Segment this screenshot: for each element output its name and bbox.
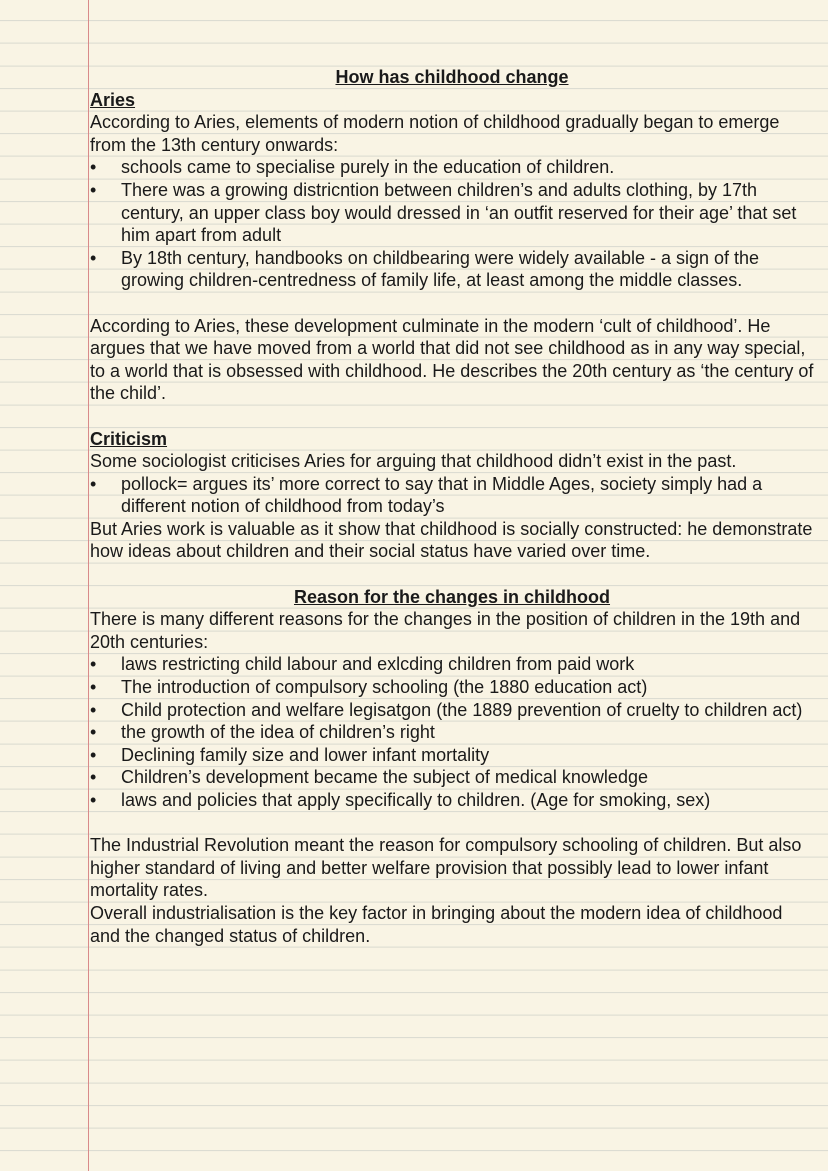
reasons-bullets bbox=[90, 653, 814, 811]
list-item bbox=[90, 699, 814, 722]
bullet-icon: • bbox=[90, 179, 97, 200]
list-item-text: The introduction of compulsory schooling (the 1880 education act) bbox=[121, 677, 648, 698]
list-item bbox=[90, 744, 814, 767]
list-item bbox=[90, 721, 814, 744]
bullet-icon: • bbox=[90, 699, 97, 720]
reasons-intro: There is many different reasons for the changes in the position of children in the 19th and 20th centuries: bbox=[90, 609, 801, 652]
section-heading-aries: Aries bbox=[90, 89, 136, 110]
reasons-paragraph-2: Overall industrialisation is the key factor in bringing about the modern idea of childhood and the changed status of children. bbox=[90, 902, 783, 946]
aries-intro: According to Aries, elements of modern notion of childhood gradually began to emerge from the 13th century onwards: bbox=[90, 112, 780, 155]
bullet-icon: • bbox=[90, 677, 97, 698]
bullet-icon: • bbox=[90, 157, 97, 178]
list-item bbox=[90, 789, 814, 812]
page-title: How has childhood change bbox=[335, 67, 569, 87]
margin-line bbox=[88, 0, 89, 1171]
bullet-icon: • bbox=[90, 473, 97, 494]
list-item bbox=[90, 473, 814, 518]
aries-paragraph: According to Aries, these development culminate in the modern ‘cult of childhood’. He argues that we have moved from a world that did not see childhood as in any way special, to a world that is obsessed with childhood. He describes the 20th century as ‘the century of the child’. bbox=[90, 315, 814, 404]
list-item bbox=[90, 766, 814, 789]
bullet-icon: • bbox=[90, 654, 97, 675]
list-item-text: Children’s development became the subject of medical knowledge bbox=[121, 767, 648, 788]
list-item bbox=[90, 179, 814, 247]
list-item bbox=[90, 653, 814, 676]
list-item-text: schools came to specialise purely in the education of children. bbox=[121, 157, 615, 178]
document bbox=[90, 66, 814, 947]
section-heading-criticism: Criticism bbox=[90, 428, 168, 449]
list-item-text: laws and policies that apply specifically to children. (Age for smoking, sex) bbox=[121, 790, 711, 810]
list-item-text: Child protection and welfare legisatgon (the 1889 prevention of cruelty to children act) bbox=[121, 699, 803, 720]
bullet-icon: • bbox=[90, 744, 97, 765]
list-item-text: pollock= argues its’ more correct to say that in Middle Ages, society simply had a different notion of childhood from today’s bbox=[121, 473, 763, 517]
aries-bullets bbox=[90, 156, 814, 292]
list-item-text: By 18th century, handbooks on childbearing were widely available - a sign of the growing children-centredness of family life, at least among the middle classes. bbox=[121, 247, 760, 291]
criticism-bullets bbox=[90, 473, 814, 518]
reasons-paragraph-1: The Industrial Revolution meant the reason for compulsory schooling of children. But also higher standard of living and better welfare provision that possibly lead to lower infant mortality rates. bbox=[90, 835, 802, 901]
list-item bbox=[90, 156, 814, 179]
criticism-intro: Some sociologist criticises Aries for arguing that childhood didn’t exist in the past. bbox=[90, 451, 737, 472]
list-item-text: laws restricting child labour and exlcding children from paid work bbox=[121, 654, 635, 675]
list-item bbox=[90, 247, 814, 292]
criticism-paragraph: But Aries work is valuable as it show that childhood is socially constructed: he demonstrate how ideas about children and their social status have varied over time. bbox=[90, 518, 813, 562]
bullet-icon: • bbox=[90, 722, 97, 743]
section-heading-reasons: Reason for the changes in childhood bbox=[293, 586, 611, 607]
list-item bbox=[90, 676, 814, 699]
bullet-icon: • bbox=[90, 247, 97, 268]
list-item-text: the growth of the idea of children’s right bbox=[121, 722, 435, 743]
bullet-icon: • bbox=[90, 767, 97, 788]
bullet-icon: • bbox=[90, 790, 97, 810]
list-item-text: Declining family size and lower infant mortality bbox=[121, 744, 490, 765]
list-item-text: There was a growing districntion between children’s and adults clothing, by 17th century, an upper class boy would dressed in ‘an outfit reserved for their age’ that set him apart from adult bbox=[121, 179, 797, 246]
